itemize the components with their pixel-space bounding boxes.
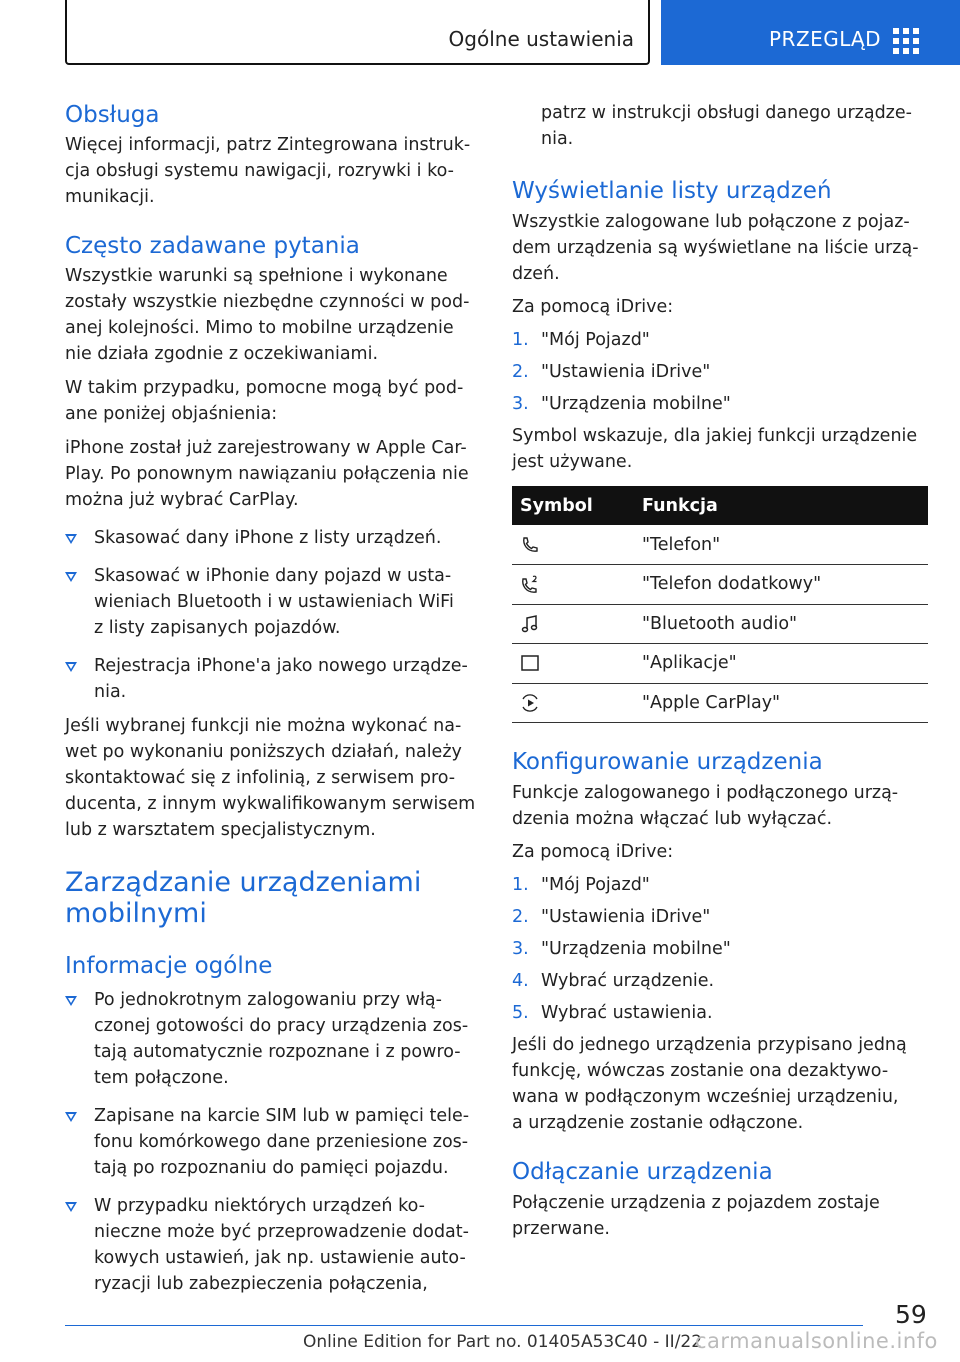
lista-paragraph-3: Symbol wskazuje, dla jakiej funkcji urządzenie jest używane. — [512, 426, 918, 472]
table-row — [512, 683, 928, 723]
bullet-triangle-icon — [65, 662, 77, 672]
table-row — [512, 525, 928, 565]
heading-obsluga: Obsługa — [65, 102, 160, 128]
grid-icon — [893, 28, 919, 54]
continuation-text: patrz w instrukcji obsługi danego urządze- nia. — [541, 103, 912, 149]
list-item: Zapisane na karcie SIM lub w pamięci tele- fonu komórkowego dane przeniesione zos- tają po rozpoznaniu do pamięci pojazdu. — [65, 1103, 483, 1181]
list-item: 5. Wybrać ustawienia. — [512, 1003, 713, 1023]
faq-paragraph-3: iPhone został już zarejestrowany w Apple Car- Play. Po ponownym nawiązaniu połączenia nie można już wybrać CarPlay. — [65, 438, 469, 510]
symbol-table — [512, 486, 928, 723]
list-item: 3. "Urządzenia mobilne" — [512, 939, 731, 959]
header-overview-tab[interactable] — [661, 0, 960, 65]
table-cell-function: "Bluetooth audio" — [634, 604, 928, 644]
konfig-paragraph-2: Za pomocą iDrive: — [512, 842, 674, 862]
bullet-triangle-icon — [65, 1112, 77, 1122]
list-item: Rejestracja iPhone'a jako nowego urządze- nia. — [65, 653, 483, 705]
header-section-box — [65, 0, 650, 65]
faq-paragraph-2: W takim przypadku, pomocne mogą być pod- ane poniżej objaśnienia: — [65, 378, 464, 424]
odlaczanie-paragraph: Połączenie urządzenia z pojazdem zostaje przerwane. — [512, 1193, 880, 1239]
heading-faq: Często zadawane pytania — [65, 233, 360, 259]
list-item: Po jednokrotnym zalogowaniu przy włą- czonej gotowości do pracy urządzenia zos- tają automatycznie rozpoznane i z powro- tem połączone. — [65, 987, 483, 1091]
list-item: Skasować dany iPhone z listy urządzeń. — [65, 525, 483, 551]
konfig-paragraph-1: Funkcje zalogowanego i podłączonego urzą- dzenia można włączać lub wyłączać. — [512, 783, 899, 829]
table-cell-function: "Aplikacje" — [634, 644, 928, 684]
heading-lista-urzadzen: Wyświetlanie listy urządzeń — [512, 178, 832, 204]
right-column — [512, 100, 928, 1242]
bullet-triangle-icon — [65, 1202, 77, 1212]
faq-paragraph-4: Jeśli wybranej funkcji nie można wykonać na- wet po wykonaniu poniższych działań, należy skontaktować się z infolinią, z serwisem pro- ducenta, z innym wykwalifikowanym serwisem lub z warsztatem specjalistycznym. — [65, 716, 476, 840]
list-item: 3. "Urządzenia mobilne" — [512, 394, 731, 414]
carplay-icon — [520, 693, 540, 713]
list-item: W przypadku niektórych urządzeń ko- nieczne może być przeprowadzenie dodat- kowych ustawień, jak np. ustawienie auto- ryzacji lub zabezpieczenia połączenia, — [65, 1193, 483, 1297]
table-cell-function: "Telefon dodatkowy" — [634, 565, 928, 605]
table-row — [512, 565, 928, 605]
phone-icon — [520, 535, 540, 555]
table-cell-function: "Apple CarPlay" — [634, 683, 928, 723]
table-header-funkcja: Funkcja — [634, 486, 928, 525]
watermark: carmanualsonline.info — [695, 1329, 938, 1353]
heading-konfigurowanie: Konfigurowanie urządzenia — [512, 749, 823, 775]
heading-informacje-ogolne: Informacje ogólne — [65, 953, 273, 979]
obsluga-text: Więcej informacji, patrz Zintegrowana instruk- cja obsługi systemu nawigacji, rozrywki i ko- munikacji. — [65, 135, 471, 207]
table-row — [512, 604, 928, 644]
heading-odlaczanie: Odłączanie urządzenia — [512, 1159, 773, 1185]
table-header-row — [512, 486, 928, 525]
header-tab-label: PRZEGLĄD — [769, 27, 882, 51]
lista-paragraph-1: Wszystkie zalogowane lub połączone z pojaz- dem urządzenia są wyświetlane na liście urzą- dzeń. — [512, 212, 919, 284]
list-item: Skasować w iPhonie dany pojazd w usta- wieniach Bluetooth i w ustawieniach WiFi z listy zapisanych pojazdów. — [65, 563, 483, 641]
page-number: 59 — [895, 1300, 927, 1329]
music-note-icon — [520, 614, 540, 634]
list-item: 2. "Ustawienia iDrive" — [512, 362, 711, 382]
list-item: 1. "Mój Pojazd" — [512, 875, 650, 895]
footer-edition: Online Edition for Part no. 01405A53C40 - II/22 — [303, 1332, 703, 1352]
apps-icon — [520, 653, 540, 673]
bullet-triangle-icon — [65, 996, 77, 1006]
table-cell-function: "Telefon" — [634, 525, 928, 565]
list-item: 1. "Mój Pojazd" — [512, 330, 650, 350]
list-item: 4. Wybrać urządzenie. — [512, 971, 715, 991]
bullet-triangle-icon — [65, 572, 77, 582]
phone-secondary-icon — [520, 574, 540, 594]
faq-paragraph-1: Wszystkie warunki są spełnione i wykonane zostały wszystkie niezbędne czynności w pod- anej kolejności. Mimo to mobilne urządzenie nie działa zgodnie z oczekiwaniami. — [65, 266, 470, 364]
konfig-paragraph-3: Jeśli do jednego urządzenia przypisano jedną funkcję, wówczas zostanie ona dezaktywo- wana w podłączonym wcześniej urządzeniu, a urządzenie zostanie odłączone. — [512, 1035, 907, 1133]
list-item: 2. "Ustawienia iDrive" — [512, 907, 711, 927]
heading-zarzadzanie: Zarządzanie urządzeniami mobilnymi — [65, 867, 422, 929]
footer-divider — [65, 1325, 863, 1326]
lista-paragraph-2: Za pomocą iDrive: — [512, 297, 674, 317]
header-section-title: Ogólne ustawienia — [448, 27, 634, 51]
left-column — [65, 100, 483, 1297]
table-row — [512, 644, 928, 684]
bullet-triangle-icon — [65, 534, 77, 544]
table-header-symbol: Symbol — [512, 486, 634, 525]
